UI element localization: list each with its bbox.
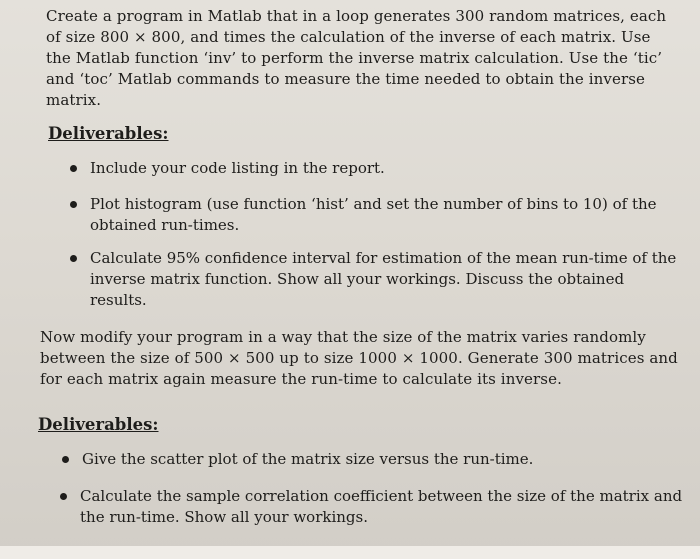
bullet-icon [70,165,77,172]
list-item [90,248,680,311]
deliverables-heading-1: Deliverables: [48,124,169,143]
page-edge [0,546,700,559]
list-item [90,194,675,236]
list-item-text: Plot histogram (use function ‘hist’ and set the number of bins to 10) of the obtained run-times. [90,195,657,234]
bullet-icon [62,456,69,463]
bullet-icon [70,255,77,262]
bullet-icon [70,201,77,208]
list-item [82,449,682,470]
intro-paragraph: Create a program in Matlab that in a loop generates 300 random matrices, each of size 800 × 800, and times the calculation of the inverse of each matrix. Use the Matlab function ‘inv’ to perform the inverse matrix calculation. Use the ‘tic’ and ‘toc’ Matlab commands to measure the time needed to obtain the inverse matrix. [46,7,667,109]
list-item-text: Give the scatter plot of the matrix size versus the run-time. [82,450,534,468]
list-item-text: Calculate the sample correlation coefficient between the size of the matrix and the run-time. Show all your workings. [80,487,683,526]
list-item-text: Include your code listing in the report. [90,159,385,177]
list-item-text: Calculate 95% confidence interval for estimation of the mean run-time of the inverse matrix function. Show all your workings. Discuss the obtained results. [90,249,677,309]
list-item [90,158,670,179]
deliverables-heading-2: Deliverables: [38,415,159,434]
list-item [80,486,692,528]
bullet-icon [60,493,67,500]
modify-paragraph: Now modify your program in a way that the size of the matrix varies randomly between the size of 500 × 500 up to size 1000 × 1000. Generate 300 matrices and for each matrix again measure the run-time to calculate its inverse. [40,328,678,388]
